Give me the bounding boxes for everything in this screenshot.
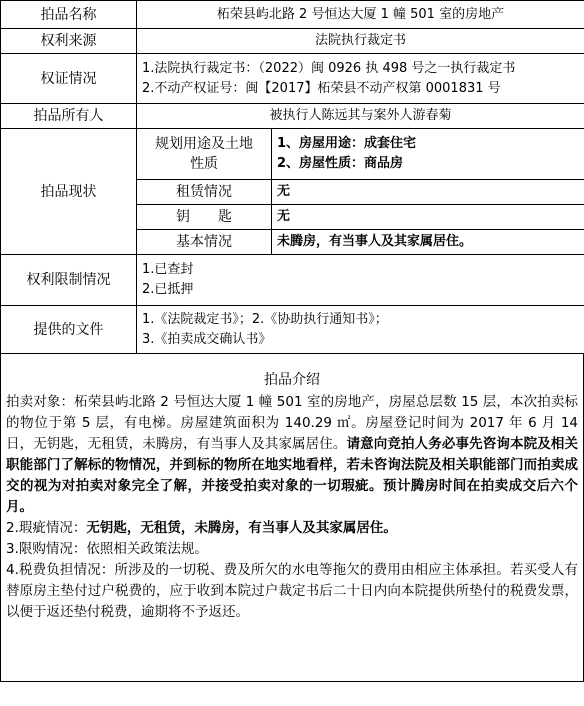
planning-label <box>137 129 272 180</box>
rights-source-value: 法院执行裁定书 <box>137 29 584 54</box>
intro-paragraph-1 <box>1 392 583 518</box>
owner-value: 被执行人陈远其与案外人游春菊 <box>137 104 584 129</box>
row-certificate <box>1 54 584 104</box>
planning-value <box>272 129 584 180</box>
row-restriction <box>1 255 584 306</box>
documents-line-1: 1.《法院裁定书》；2.《协助执行通知书》； <box>142 311 388 327</box>
restriction-label: 权利限制情况 <box>1 255 137 306</box>
certificate-label: 权证情况 <box>1 54 137 104</box>
intro-paragraph-4: 4.税费负担情况：所涉及的一切税、费及所欠的水电等拖欠的费用由相应主体承担。若买受人有替原房主垫付过户税费的，应于收到本院过户裁定书后二十日内向本院提供所垫付的税费发票，以便于返还垫付税费，逾期将不予返还。 <box>6 562 578 620</box>
item-name-label: 拍品名称 <box>1 1 137 29</box>
planning-line-2: 2、房屋性质：商品房 <box>277 156 404 171</box>
lease-value: 无 <box>272 180 584 205</box>
intro-paragraph-3: 3.限购情况：依照相关政策法规。 <box>6 541 208 557</box>
intro-paragraph-1-text: 拍卖对象：柘荣县屿北路 2 号恒达大厦 1 幢 501 室的房地产，房屋总层数 15 层，本次拍卖标的物位于第 5 层，有电梯。房屋建筑面积为 140.29 ㎡。房屋登记时间为 2017 年 6 月 14 日，无钥匙，无租赁，未腾房，有当事人及其家属居住。 <box>6 394 578 452</box>
row-rights-source <box>1 29 584 54</box>
row-documents <box>1 306 584 354</box>
intro-paragraph-1-notice: 请意向竞拍人务必事先咨询本院及相关职能部门了解标的物情况，并到标的物所在地实地看样，若未咨询法院及相关职能部门而拍卖成交的视为对拍卖对象完全了解，并接受拍卖对象的一切瑕疵。预计腾房时间在拍卖成交后六个月。 <box>6 436 579 515</box>
documents-value <box>137 306 584 354</box>
certificate-line-2: 2.不动产权证号：闽【2017】柘荣县不动产权第 0001831 号 <box>142 80 501 96</box>
row-status-planning <box>1 129 584 180</box>
defect-value: 无钥匙，无租赁，未腾房，有当事人及其家属居住。 <box>86 520 397 536</box>
key-label: 钥 匙 <box>137 205 272 230</box>
key-value: 无 <box>272 205 584 230</box>
status-label: 拍品现状 <box>1 129 137 255</box>
item-name-value: 柘荣县屿北路 2 号恒达大厦 1 幢 501 室的房地产 <box>137 1 584 29</box>
restriction-value <box>137 255 584 306</box>
owner-label: 拍品所有人 <box>1 104 137 129</box>
planning-line-1: 1、房屋用途：成套住宅 <box>277 136 417 151</box>
intro-paragraph-2 <box>1 518 583 539</box>
certificate-line-1: 1.法院执行裁定书：（2022）闽 0926 执 498 号之一执行裁定书 <box>142 60 516 76</box>
auction-intro-section <box>0 354 584 682</box>
planning-label-line-1: 规划用途及土地 <box>155 136 253 152</box>
documents-line-2: 3.《拍卖成交确认书》 <box>142 331 272 347</box>
lease-label: 租赁情况 <box>137 180 272 205</box>
defect-label: 2.瑕疵情况： <box>6 520 87 536</box>
rights-source-label: 权利来源 <box>1 29 137 54</box>
row-owner <box>1 104 584 129</box>
intro-title: 拍品介绍 <box>264 372 320 388</box>
basic-label: 基本情况 <box>137 230 272 255</box>
certificate-value <box>137 54 584 104</box>
restriction-line-2: 2.已抵押 <box>142 282 194 297</box>
documents-label: 提供的文件 <box>1 306 137 354</box>
basic-value: 未腾房，有当事人及其家属居住。 <box>272 230 584 255</box>
restriction-line-1: 1.已查封 <box>142 262 194 277</box>
row-item-name <box>1 1 584 29</box>
planning-label-line-2: 性质 <box>190 156 218 172</box>
